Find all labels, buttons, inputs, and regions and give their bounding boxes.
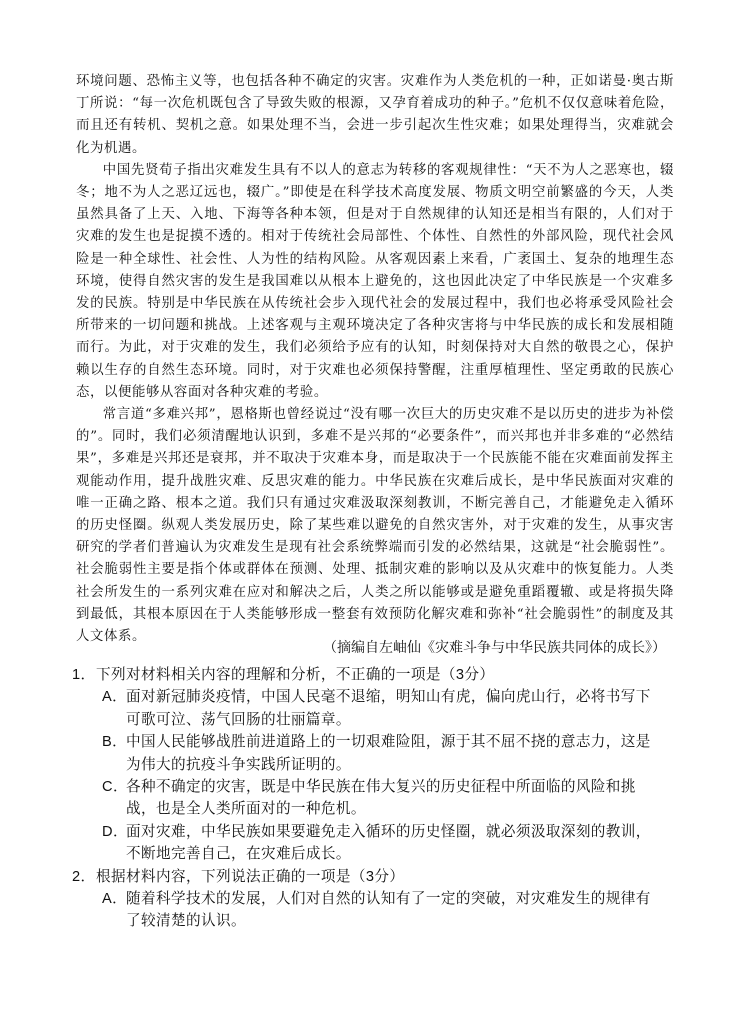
answer-option-d <box>72 821 672 866</box>
option-text: 中国人民能够战胜前进道路上的一切艰难险阻，源于其不屈不挠的意志力，这是为伟大的抗疫斗争实践所证明的。 <box>126 734 651 773</box>
option-text: 各种不确定的灾害，既是中华民族在伟大复兴的历史征程中所面临的风险和挑战，也是全人类所面对的一种危机。 <box>126 779 636 818</box>
answer-option-b <box>72 731 672 776</box>
passage-paragraph: 环境问题、恐怖主义等，也包括各种不确定的灾害。灾难作为人类危机的一种，正如诺曼·奥古斯丁所说：“每一次危机既包含了导致失败的根源，又孕育着成功的种子。”危机不仅仅意味着危险，而且还有转机、契机之意。如果处理不当，会进一步引起次生性灾难；如果处理得当，灾难就会化为机遇。 <box>76 74 674 156</box>
question-text: 根据材料内容，下列说法正确的一项是（3分） <box>96 868 405 885</box>
option-letter: D． <box>102 823 128 840</box>
question-number: 1． <box>72 667 96 683</box>
question-text: 下列对材料相关内容的理解和分析，不正确的一项是（3分） <box>96 667 495 683</box>
passage-source: （摘编自左岫仙《灾难斗争与中华民族共同体的成长》） <box>323 639 666 655</box>
reading-passage <box>76 71 674 648</box>
option-letter: B． <box>102 734 128 751</box>
option-text: 面对新冠肺炎疫情，中国人民毫不退缩，明知山有虎，偏向虎山行，必将书写下可歌可泣、荡气回肠的壮丽篇章。 <box>126 689 651 728</box>
answer-option-a <box>72 686 672 731</box>
question-2 <box>72 866 672 933</box>
option-letter: A． <box>102 689 128 706</box>
option-letter: A． <box>102 891 128 908</box>
question-1 <box>72 664 672 866</box>
passage-paragraph: 中国先贤荀子指出灾难发生具有不以人的意志为转移的客观规律性：“天不为人之恶寒也，辍冬；地不为人之恶辽远也，辍广。”即使是在科学技术高度发展、物质文明空前繁盛的今天，人类虽然具备了上天、入地、下海等各种本领，但是对于自然规律的认知还是相当有限的，人们对于灾难的发生也是捉摸不透的。相对于传统社会局部性、个体性、自然性的外部风险，现代社会风险是一种全球性、社会性、人为性的结构风险。从客观因素上来看，广袤国土、复杂的地理生态环境，使得自然灾害的发生是我国难以从根本上避免的，这也因此决定了中华民族是一个灾难多发的民族。特别是中华民族在从传统社会步入现代社会的发展过程中，我们也必将承受风险社会所带来的一切问题和挑战。上述客观与主观环境决定了各种灾害将与中华民族的成长和发展相随而行。为此，对于灾难的发生，我们必须给予应有的认知，时刻保持对大自然的敬畏之心，保护赖以生存的自然生态环境。同时，对于灾难也必须保持警醒，注重厚植理性、坚定勇敢的民族心态，以便能够从容面对各种灾难的考验。 <box>76 162 674 400</box>
question-number: 2． <box>72 868 96 885</box>
question-stem <box>72 664 672 686</box>
answer-option-c <box>72 776 672 821</box>
passage-paragraph: 常言道“多难兴邦”，恩格斯也曾经说过“没有哪一次巨大的历史灾难不是以历史的进步为补偿的”。同时，我们必须清醒地认识到，多难不是兴邦的“必要条件”，而兴邦也并非多难的“必然结果”，多难是兴邦还是衰邦，并不取决于灾难本身，而是取决于一个民族能不能在灾难面前发挥主观能动作用，提升战胜灾难、反思灾难的能力。中华民族在灾难后成长，是中华民族面对灾难的唯一正确之路、根本之道。我们只有通过灾难汲取深刻教训，不断完善自己，才能避免走入循环的历史怪圈。纵观人类发展历史，除了某些难以避免的自然灾害外，对于灾难的发生，从事灾害研究的学者们普遍认为灾难发生是现有社会系统弊端而引发的必然结果，这就是“社会脆弱性”。社会脆弱性主要是指个体或群体在预测、处理、抵制灾难的影响以及从灾难中的恢复能力。人类社会所发生的一系列灾难在应对和解决之后，人类之所以能够或是避免重蹈覆辙、或是将损失降到最低，其根本原因在于人类能够形成一整套有效预防化解灾难和弥补“社会脆弱性”的制度及其人文体系。 <box>76 407 674 645</box>
question-list <box>72 664 672 933</box>
answer-option-a <box>72 888 672 933</box>
question-stem <box>72 866 672 888</box>
option-letter: C． <box>102 779 128 796</box>
option-text: 随着科学技术的发展，人们对自然的认知有了一定的突破，对灾难发生的规律有了较清楚的认识。 <box>126 891 651 930</box>
option-text: 面对灾难，中华民族如果要避免走入循环的历史怪圈，就必须汲取深刻的教训，不断地完善自己，在灾难后成长。 <box>126 823 651 863</box>
